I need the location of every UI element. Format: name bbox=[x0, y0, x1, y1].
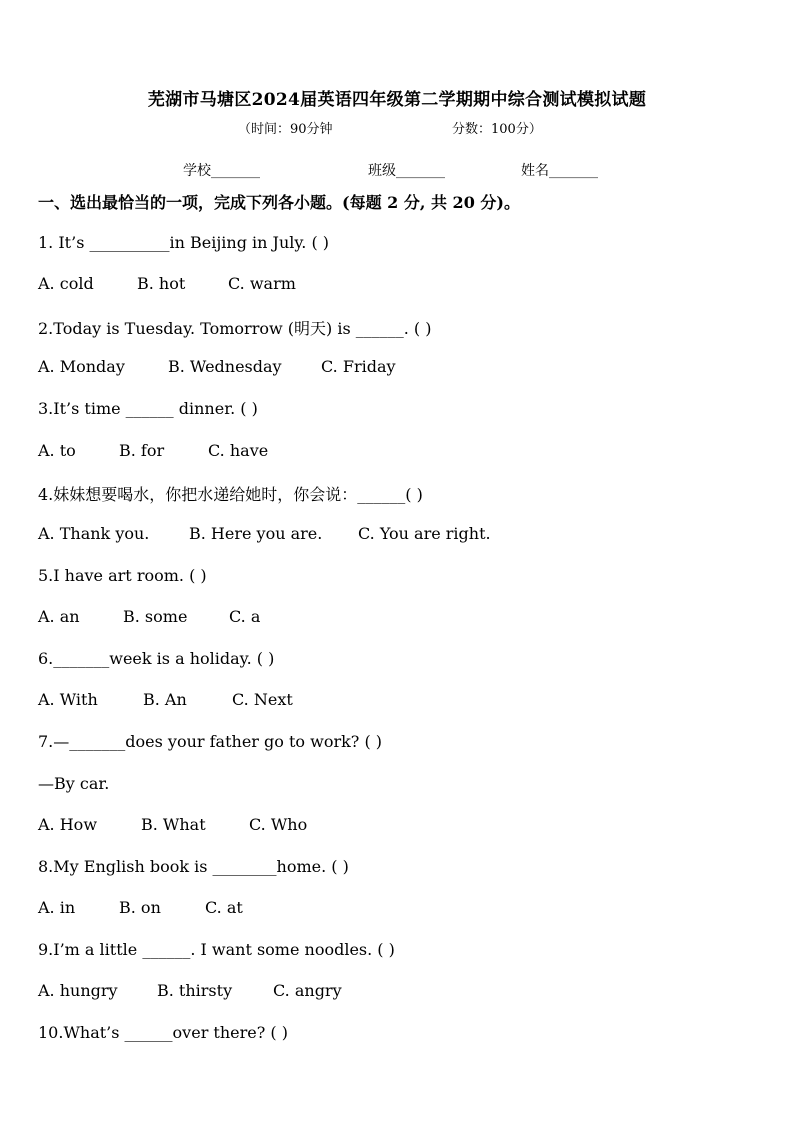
page-title: 芜湖市马塘区2024届英语四年级第二学期期中综合测试模拟试题 bbox=[147, 90, 647, 110]
question-stem: 10.What’s ______over there? ( ) bbox=[38, 1023, 288, 1042]
option-a: A. Thank you. bbox=[38, 524, 150, 543]
option-b: B. some bbox=[123, 607, 188, 626]
option-a: A. an bbox=[38, 607, 80, 626]
option-b: B. An bbox=[143, 690, 187, 709]
name-field: 姓名_______ bbox=[521, 163, 598, 179]
option-a: A. hungry bbox=[38, 981, 118, 1000]
option-b: B. What bbox=[141, 815, 206, 834]
class-field: 班级_______ bbox=[368, 163, 445, 179]
option-b: B. on bbox=[119, 898, 161, 917]
option-c: C. have bbox=[208, 441, 269, 460]
option-a: A. in bbox=[38, 898, 76, 917]
question-stem: 2.Today is Tuesday. Tomorrow (明天) is ______. ( ) bbox=[38, 319, 432, 338]
option-c: C. a bbox=[229, 607, 261, 626]
school-field: 学校_______ bbox=[183, 163, 260, 179]
option-b: B. thirsty bbox=[157, 981, 233, 1000]
option-b: B. Here you are. bbox=[189, 524, 323, 543]
option-a: A. How bbox=[38, 815, 98, 834]
option-c: C. Next bbox=[232, 690, 293, 709]
question-stem: 8.My English book is ________home. ( ) bbox=[38, 857, 349, 876]
question-stem: 1. It’s __________in Beijing in July. ( ) bbox=[38, 233, 330, 252]
exam-time: （时间：90分钟 bbox=[238, 122, 333, 137]
option-c: C. warm bbox=[228, 274, 296, 293]
option-a: A. Monday bbox=[38, 357, 125, 376]
option-c: C. You are right. bbox=[358, 524, 491, 543]
exam-score: 分数：100分） bbox=[452, 122, 542, 137]
option-a: A. cold bbox=[38, 274, 94, 293]
option-b: B. hot bbox=[137, 274, 186, 293]
option-c: C. at bbox=[205, 898, 243, 917]
question-stem: 6._______week is a holiday. ( ) bbox=[38, 649, 275, 668]
option-b: B. Wednesday bbox=[168, 357, 282, 376]
option-c: C. Who bbox=[249, 815, 308, 834]
section-heading: 一、选出最恰当的一项，完成下列各小题。(每题 2 分, 共 20 分)。 bbox=[38, 193, 520, 212]
question-stem: 3.It’s time ______ dinner. ( ) bbox=[38, 399, 258, 418]
option-a: A. With bbox=[38, 690, 98, 709]
option-c: C. Friday bbox=[321, 357, 396, 376]
option-c: C. angry bbox=[273, 981, 342, 1000]
option-b: B. for bbox=[119, 441, 165, 460]
question-stem: 9.I’m a little ______. I want some noodles. ( ) bbox=[38, 940, 395, 959]
option-a: A. to bbox=[38, 441, 76, 460]
question-stem: 5.I have art room. ( ) bbox=[38, 566, 207, 585]
question-stem: 7.—_______does your father go to work? ( ) bbox=[38, 732, 383, 751]
question-stem: 4.妹妹想要喝水，你把水递给她时，你会说：______( ) bbox=[38, 485, 423, 504]
question-reply: —By car. bbox=[38, 774, 110, 793]
